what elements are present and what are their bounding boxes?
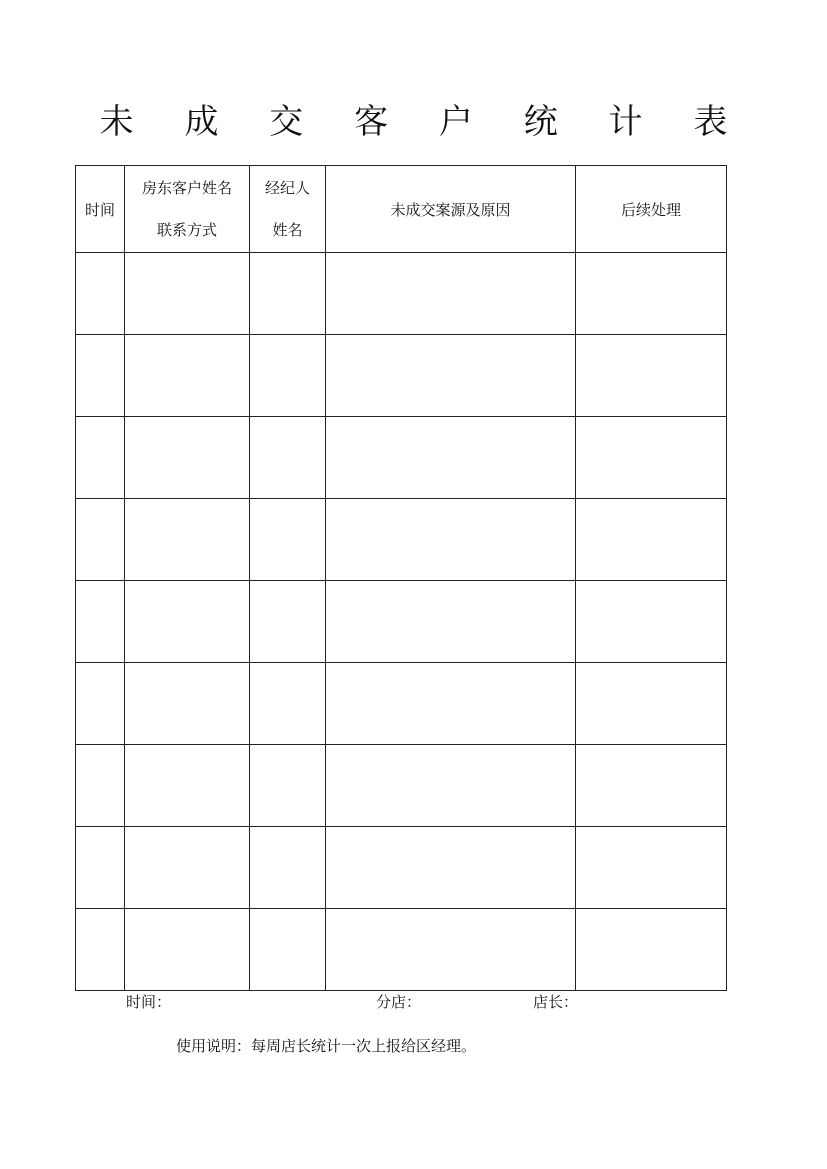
- cell-reason[interactable]: [326, 499, 576, 581]
- header-agent-line2: 姓名: [272, 221, 303, 239]
- header-contact-method: 联系方式: [156, 221, 217, 239]
- cell-followup[interactable]: [576, 581, 727, 663]
- header-reason: 未成交案源及原因: [326, 166, 576, 253]
- cell-owner[interactable]: [125, 581, 250, 663]
- usage-note: 使用说明：每周店长统计一次上报给区经理。: [176, 1037, 477, 1055]
- cell-agent[interactable]: [250, 499, 326, 581]
- cell-reason[interactable]: [326, 745, 576, 827]
- cell-agent[interactable]: [250, 745, 326, 827]
- cell-agent[interactable]: [250, 909, 326, 991]
- stats-table: [75, 165, 727, 991]
- table-row: [76, 745, 727, 827]
- header-time: 时间: [76, 166, 125, 253]
- cell-time[interactable]: [76, 417, 125, 499]
- cell-reason[interactable]: [326, 581, 576, 663]
- cell-owner[interactable]: [125, 335, 250, 417]
- cell-time[interactable]: [76, 745, 125, 827]
- cell-agent[interactable]: [250, 581, 326, 663]
- cell-owner[interactable]: [125, 827, 250, 909]
- cell-followup[interactable]: [576, 499, 727, 581]
- cell-time[interactable]: [76, 827, 125, 909]
- cell-followup[interactable]: [576, 253, 727, 335]
- cell-agent[interactable]: [250, 663, 326, 745]
- cell-owner[interactable]: [125, 663, 250, 745]
- cell-time[interactable]: [76, 581, 125, 663]
- cell-followup[interactable]: [576, 417, 727, 499]
- cell-time[interactable]: [76, 499, 125, 581]
- cell-owner[interactable]: [125, 909, 250, 991]
- table-row: [76, 663, 727, 745]
- cell-owner[interactable]: [125, 745, 250, 827]
- header-followup: 后续处理: [576, 166, 727, 253]
- header-owner-contact: [125, 166, 250, 253]
- table-row: [76, 499, 727, 581]
- cell-followup[interactable]: [576, 827, 727, 909]
- table-row: [76, 417, 727, 499]
- cell-owner[interactable]: [125, 253, 250, 335]
- cell-time[interactable]: [76, 335, 125, 417]
- footer-time-label: 时间：: [126, 993, 172, 1011]
- cell-reason[interactable]: [326, 909, 576, 991]
- cell-followup[interactable]: [576, 909, 727, 991]
- header-agent-name: [250, 166, 326, 253]
- cell-followup[interactable]: [576, 663, 727, 745]
- table-row: [76, 335, 727, 417]
- header-owner-name: 房东客户姓名: [141, 179, 232, 197]
- cell-reason[interactable]: [326, 663, 576, 745]
- table-header-row: [76, 166, 727, 253]
- cell-followup[interactable]: [576, 335, 727, 417]
- cell-followup[interactable]: [576, 745, 727, 827]
- footer-branch-label: 分店：: [376, 993, 422, 1011]
- cell-reason[interactable]: [326, 253, 576, 335]
- document-title: 未 成 交 客 户 统 计 表: [99, 102, 748, 142]
- cell-agent[interactable]: [250, 253, 326, 335]
- table-row: [76, 909, 727, 991]
- cell-owner[interactable]: [125, 499, 250, 581]
- table-row: [76, 253, 727, 335]
- cell-agent[interactable]: [250, 417, 326, 499]
- table-row: [76, 827, 727, 909]
- cell-time[interactable]: [76, 253, 125, 335]
- table-row: [76, 581, 727, 663]
- cell-time[interactable]: [76, 663, 125, 745]
- cell-owner[interactable]: [125, 417, 250, 499]
- cell-reason[interactable]: [326, 827, 576, 909]
- cell-agent[interactable]: [250, 827, 326, 909]
- cell-reason[interactable]: [326, 335, 576, 417]
- cell-reason[interactable]: [326, 417, 576, 499]
- footer-manager-label: 店长：: [533, 993, 579, 1011]
- header-agent-line1: 经纪人: [264, 179, 310, 197]
- cell-agent[interactable]: [250, 335, 326, 417]
- cell-time[interactable]: [76, 909, 125, 991]
